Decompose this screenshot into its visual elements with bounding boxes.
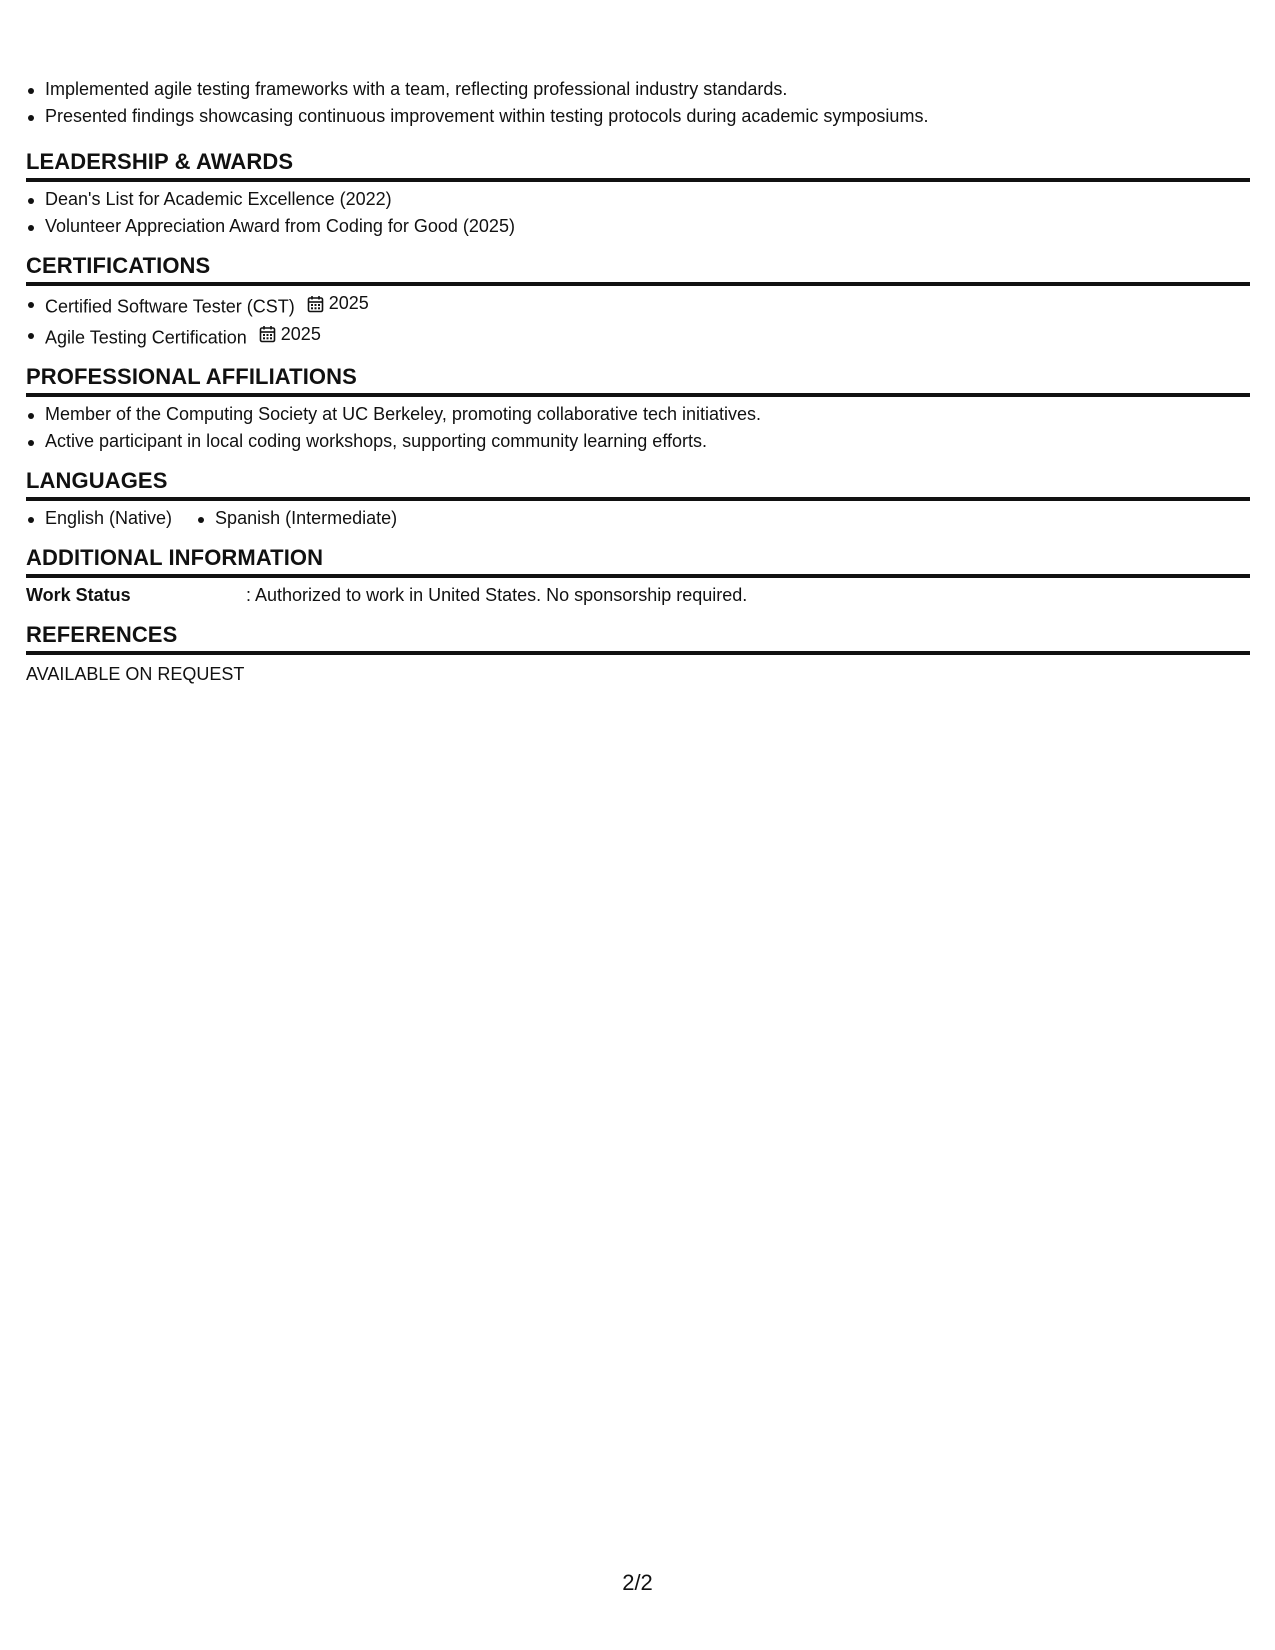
affiliations-list [26,401,1250,455]
certifications-section [26,252,1250,351]
section-title-leadership: LEADERSHIP & AWARDS [26,148,1250,182]
leadership-list [26,186,1250,240]
list-item: Presented findings showcasing continuous improvement within testing protocols during academic symposiums. [26,103,1250,130]
calendar-icon [307,295,324,313]
additional-info-section [26,544,1250,609]
list-item: Active participant in local coding workshops, supporting community learning efforts. [26,428,1250,455]
list-item [26,290,1250,321]
references-text: AVAILABLE ON REQUEST [26,664,245,684]
certifications-list [26,290,1250,351]
page-number: 2/2 [622,1570,653,1595]
certification-date [259,321,321,348]
section-title-languages: LANGUAGES [26,467,1250,501]
list-item [26,321,1250,352]
section-title-additional-info: ADDITIONAL INFORMATION [26,544,1250,578]
certification-year: 2025 [328,293,369,313]
calendar-icon [259,325,276,343]
affiliations-section [26,363,1250,455]
list-item: Implemented agile testing frameworks with a team, reflecting professional industry standards. [26,76,1250,103]
resume-page [26,76,1250,688]
languages-section [26,467,1250,532]
section-title-affiliations: PROFESSIONAL AFFILIATIONS [26,363,1250,397]
references-section [26,621,1250,688]
section-title-references: REFERENCES [26,621,1250,655]
section-title-certifications: CERTIFICATIONS [26,252,1250,286]
work-status-row [26,582,1250,609]
certification-year: 2025 [280,323,321,344]
language-item: English (Native) [26,505,172,532]
list-item: Dean's List for Academic Excellence (2022) [26,186,1250,213]
work-status-label: Work Status [26,585,131,605]
list-item: Member of the Computing Society at UC Berkeley, promoting collaborative tech initiatives. [26,401,1250,428]
certification-name: Certified Software Tester (CST) [45,296,295,317]
certification-name: Agile Testing Certification [45,327,247,347]
leadership-section [26,148,1250,240]
language-item: Spanish (Intermediate) [196,505,397,532]
certification-date [307,290,369,317]
project-bullets [26,76,1250,130]
work-status-value: : Authorized to work in United States. No sponsorship required. [246,585,748,605]
languages-list [26,505,1250,532]
list-item: Volunteer Appreciation Award from Coding for Good (2025) [26,213,1250,240]
